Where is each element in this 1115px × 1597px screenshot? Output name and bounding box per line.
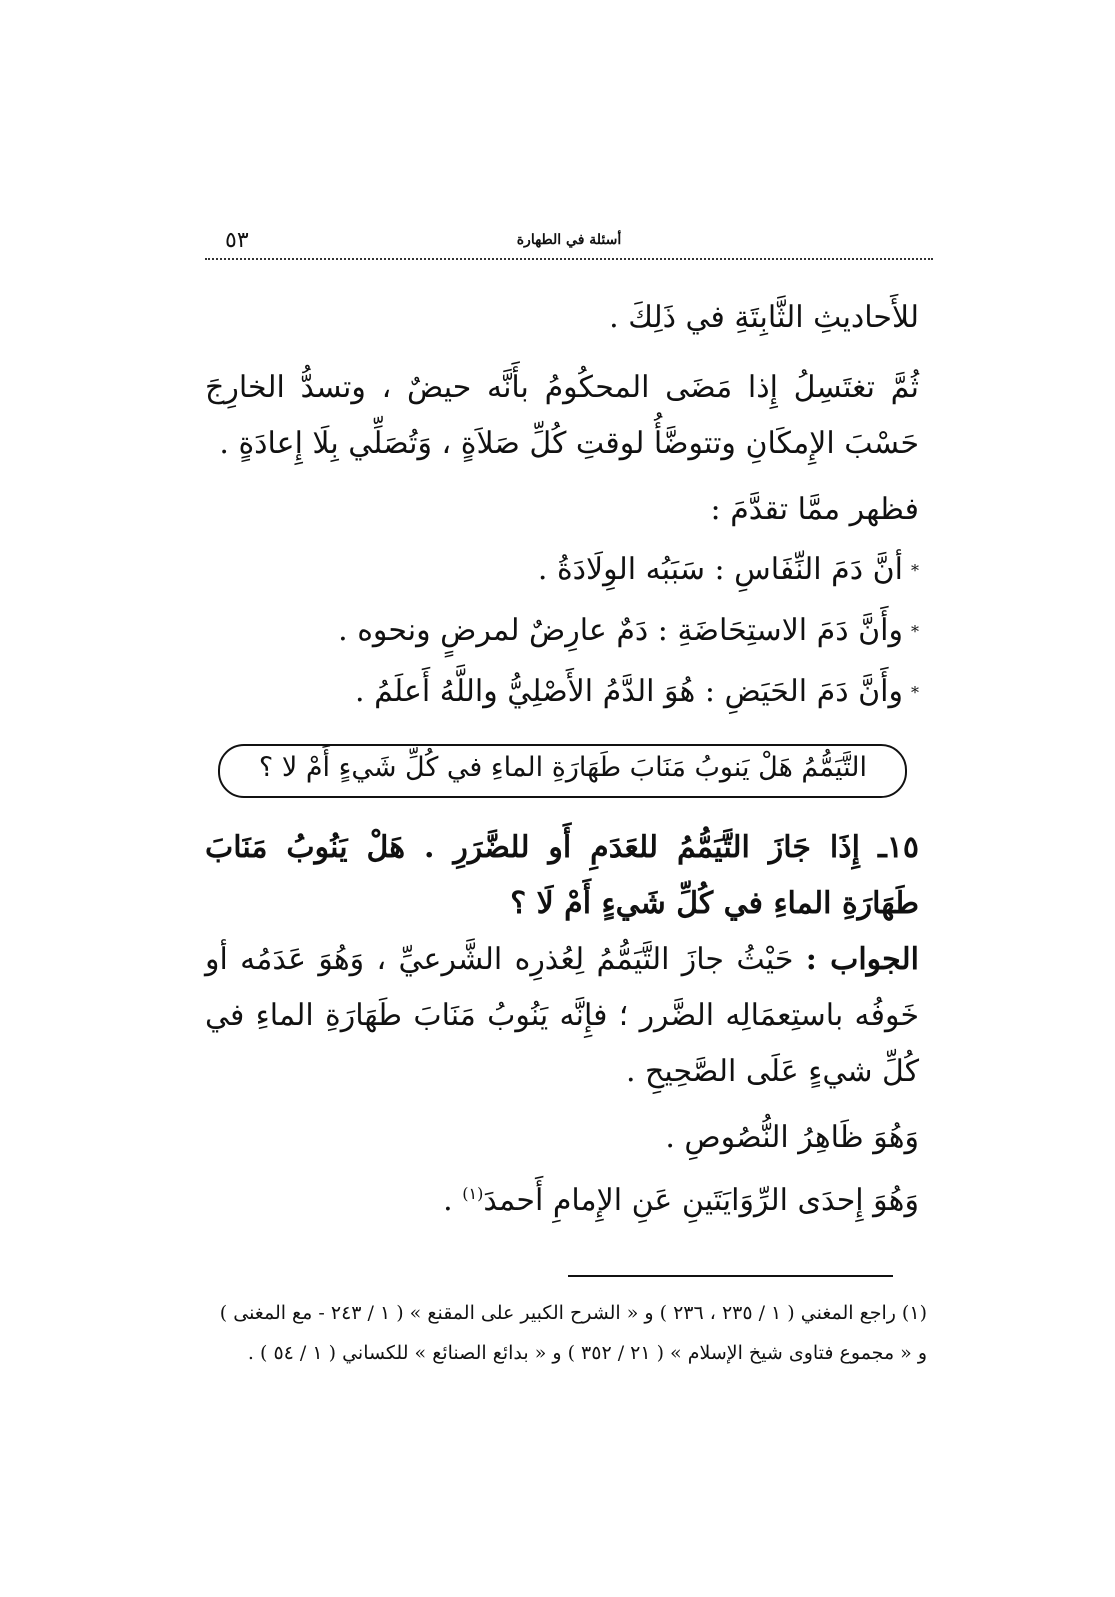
bullet-text: أنَّ دَمَ النِّفَاسِ : سَبَبُه الوِلَادَةُ . — [537, 552, 903, 587]
footnote-line-2: و « مجموع فتاوى شيخ الإسلام » ( ٢١ / ٣٥٢ ) و « بدائع الصنائع » للكساني ( ١ / ٥٤ ) . — [247, 1342, 927, 1364]
question-number: ١٥ـ — [877, 830, 919, 865]
answer-paragraph-2: وَهُوَ ظَاهِرُ النُّصُوصِ . — [665, 1120, 919, 1155]
header-title: أسئلة في الطهارة — [516, 232, 622, 248]
header-rule — [205, 258, 933, 260]
answer-p3-end: . — [443, 1183, 463, 1218]
bullet-item — [205, 542, 919, 599]
answer-label: الجواب : — [805, 942, 920, 977]
footnotes — [205, 1293, 927, 1373]
bullet-item — [205, 664, 919, 721]
answer-paragraph — [205, 932, 919, 1100]
bullet-text: وأَنَّ دَمَ الاستِحَاضَةِ : دَمٌ عارِضٌ لمرضٍ ونحوه . — [338, 613, 903, 648]
paragraph-3: فظهر ممَّا تقدَّمَ : — [710, 492, 919, 527]
answer-p3-text: وَهُوَ إِحدَى الرِّوَايَتَينِ عَنِ الإِمامِ أَحمدَ — [483, 1183, 919, 1218]
answer-text: حَيْثُ جازَ التَّيَمُّمُ لِعُذرِه الشَّرعيِّ ، وَهُوَ عَدَمُه أو خَوفُه باستِعمَالِه الضَّرر ؛ فإِنَّه يَنُوبُ مَنَابَ طَهَارَةِ الماءِ في كُلِّ شيءٍ عَلَى الصَّحِيحِ . — [205, 942, 919, 1089]
question-block — [205, 820, 919, 932]
page-number: ٥٣ — [225, 228, 249, 253]
bullet-text: وأَنَّ دَمَ الحَيَضِ : هُوَ الدَّمُ الأَصْلِيُّ واللَّهُ أَعلَمُ . — [355, 674, 903, 709]
paragraph-2: ثُمَّ تغتَسِلُ إِذا مَضَى المحكُومُ بأَنَّه حيضٌ ، وتسدُّ الخارِجَ حَسْبَ الإِمكَانِ وتتوضَّأُ لوقتِ كُلِّ صَلاَةٍ ، وَتُصَلِّي بِلَا إِعادَةٍ . — [205, 370, 919, 461]
bullet-mark: * — [911, 622, 919, 641]
footnote-reference: (١) — [462, 1184, 484, 1203]
section-heading-text: التَّيَمُّمُ هَلْ يَنوبُ مَنَابَ طَهَارَةِ الماءِ في كُلِّ شَيءٍ أَمْ لا ؟ — [258, 752, 867, 783]
paragraph-1: للأَحاديثِ الثَّابِتَةِ في ذَلِكَ . — [609, 300, 919, 335]
section-heading-box — [218, 744, 907, 798]
bullet-mark: * — [911, 561, 919, 580]
body-text — [205, 290, 919, 723]
bullet-item — [205, 603, 919, 660]
question-paragraph — [205, 820, 919, 932]
answer-block — [205, 932, 919, 1229]
answer-paragraph-3 — [205, 1166, 919, 1229]
question-text: إِذَا جَازَ التَّيَمُّمُ للعَدَمِ أَو للضَّرَرِ . هَلْ يَنُوبُ مَنَابَ طَهَارَةِ الماءِ في كُلِّ شَيءٍ أَمْ لَا ؟ — [205, 830, 919, 921]
bullet-mark: * — [911, 683, 919, 702]
footnote-line-1: (١) راجع المغني ( ١ / ٢٣٥ ، ٢٣٦ ) و « الشرح الكبير على المقنع » ( ١ / ٢٤٣ - مع المغنى ) — [219, 1302, 927, 1324]
footnote-rule — [568, 1275, 893, 1277]
running-header — [205, 228, 933, 258]
